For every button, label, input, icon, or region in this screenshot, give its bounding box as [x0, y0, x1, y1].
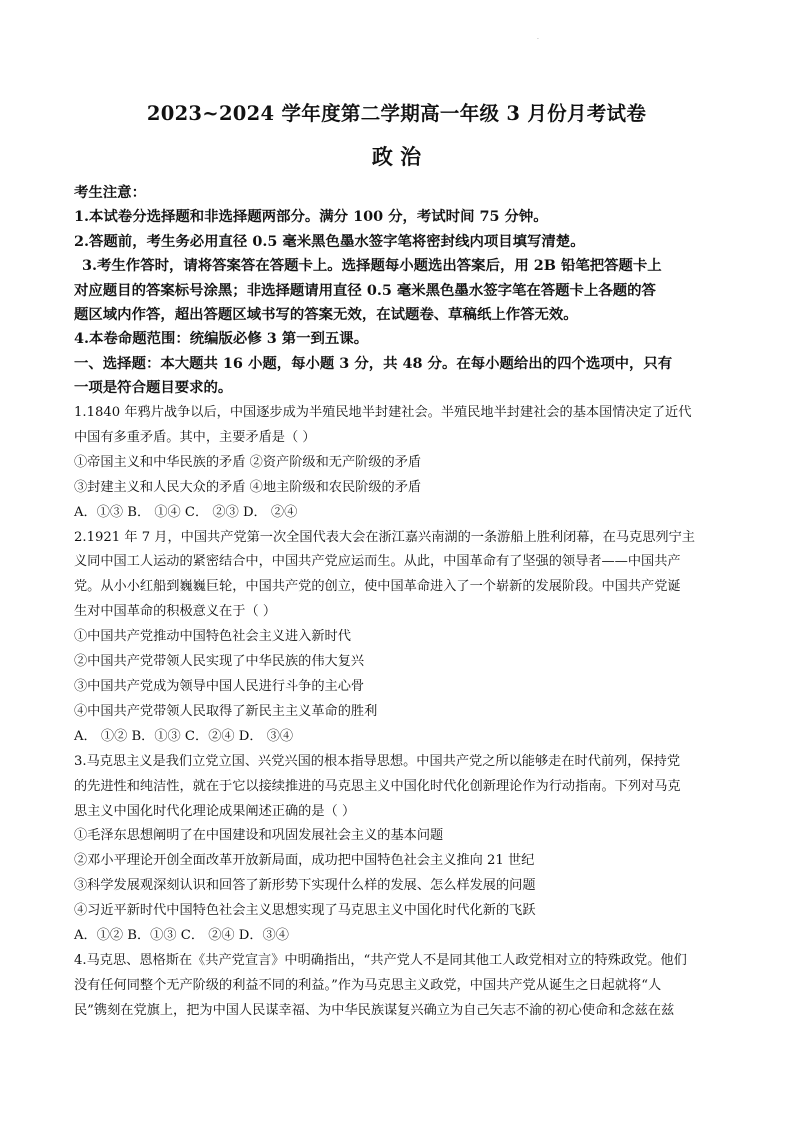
question-line: 民”镌刻在党旗上，把为中国人民谋幸福、为中华民族谋复兴确立为自己矢志不渝的初心使命和念兹在兹 — [74, 1002, 675, 1018]
notice-item: 3.考生作答时，请将答案答在答题卡上。选择题每小题选出答案后，用 2B 铅笔把答题卡上 — [82, 257, 662, 275]
question-line: 2.1921 年 7 月，中国共产党第一次全国代表大会在浙江嘉兴南湖的一条游船上胜利闭幕，在马克思列宁主 — [74, 529, 695, 545]
option-line: ③封建主义和人民大众的矛盾 ④地主阶级和农民阶级的矛盾 — [74, 479, 422, 495]
question-line: 生对中国革命的积极意义在于（ ） — [74, 604, 277, 620]
notice-heading: 考生注意： — [74, 184, 146, 201]
notice-item: 2.答题前，考生务必用直径 0.5 毫米黑色墨水签字笔将密封线内项目填写清楚。 — [74, 232, 585, 250]
question-line: 中国有多重矛盾。其中，主要矛盾是（ ） — [74, 429, 316, 445]
answer-choices: A．①③ B． ①④ C． ②③ D． ②④ — [74, 504, 298, 520]
option-line: ④习近平新时代中国特色社会主义思想实现了马克思主义中国化时代化新的飞跃 — [74, 903, 536, 919]
corner-mark: . — [537, 34, 539, 41]
exam-notice — [74, 181, 724, 401]
question-line: 的先进性和纯洁性，就在于它以接续推进的马克思主义中国化时代化创新理论作为行动指南。下列对马克 — [74, 778, 681, 794]
question-line: 思主义中国化时代化理论成果阐述正确的是（ ） — [74, 803, 356, 819]
notice-item: 题区域内作答，超出答题区域书写的答案无效，在试题卷、草稿纸上作答无效。 — [74, 306, 578, 324]
subject-title: 政 治 — [371, 144, 422, 169]
question-line: 3.马克思主义是我们立党立国、兴党兴国的根本指导思想。中国共产党之所以能够走在时代前列，保持党 — [74, 753, 681, 769]
question-line: 1.1840 年鸦片战争以后，中国逐步成为半殖民地半封建社会。半殖民地半封建社会的基本国情决定了近代 — [74, 405, 692, 420]
question-line: 没有任何同整个无产阶级的利益不同的利益。”作为马克思主义政党，中国共产党从诞生之日起就将“人 — [74, 977, 662, 993]
question-line: 4.马克思、恩格斯在《共产党宣言》中明确指出，“共产党人不是同其他工人政党相对立的特殊政党。他们 — [74, 952, 687, 968]
answer-choices: A．①② B．①③ C． ②④ D．③④ — [74, 928, 289, 944]
answer-choices: A． ①② B．①③ C．②④ D． ③④ — [74, 728, 294, 744]
option-line: ③科学发展观深刻认识和回答了新形势下实现什么样的发展、怎么样发展的问题 — [74, 878, 536, 894]
notice-item: 对应题目的答案标号涂黑；非选择题请用直径 0.5 毫米黑色墨水签字笔在答题卡上各题的答 — [74, 281, 656, 299]
notice-item: 1.本试卷分选择题和非选择题两部分。满分 100 分，考试时间 75 分钟。 — [74, 208, 548, 226]
option-line: ①中国共产党推动中国特色社会主义进入新时代 — [74, 629, 351, 645]
section-heading: 一、选择题：本大题共 16 小题，每小题 3 分，共 48 分。在每小题给出的四个选项中，只有 — [74, 354, 673, 372]
option-line: ②中国共产党带领人民实现了中华民族的伟大复兴 — [74, 654, 365, 670]
option-line: ②邓小平理论开创全面改革开放新局面，成功把中国特色社会主义推向 21 世纪 — [74, 853, 535, 869]
option-line: ③中国共产党成为领导中国人民进行斗争的主心骨 — [74, 678, 365, 694]
option-line: ④中国共产党带领人民取得了新民主主义革命的胜利 — [74, 703, 378, 719]
question-line: 党。从小小红船到巍巍巨轮，中国共产党的创立，使中国革命进入了一个崭新的发展阶段。中国共产党诞 — [74, 579, 681, 595]
notice-item: 4.本卷命题范围：统编版必修 3 第一到五课。 — [74, 330, 369, 348]
question-line: 义同中国工人运动的紧密结合中，中国共产党应运而生。从此，中国革命有了坚强的领导者——中国共产 — [74, 554, 681, 570]
exam-title: 2023~2024 学年度第二学期高一年级 3 月份月考试卷 — [146, 102, 647, 125]
question-list — [74, 401, 724, 1024]
option-line: ①帝国主义和中华民族的矛盾 ②资产阶级和无产阶级的矛盾 — [74, 454, 422, 470]
option-line: ①毛泽东思想阐明了在中国建设和巩固发展社会主义的基本问题 — [74, 828, 444, 844]
section-heading: 一项是符合题目要求的。 — [74, 379, 233, 397]
